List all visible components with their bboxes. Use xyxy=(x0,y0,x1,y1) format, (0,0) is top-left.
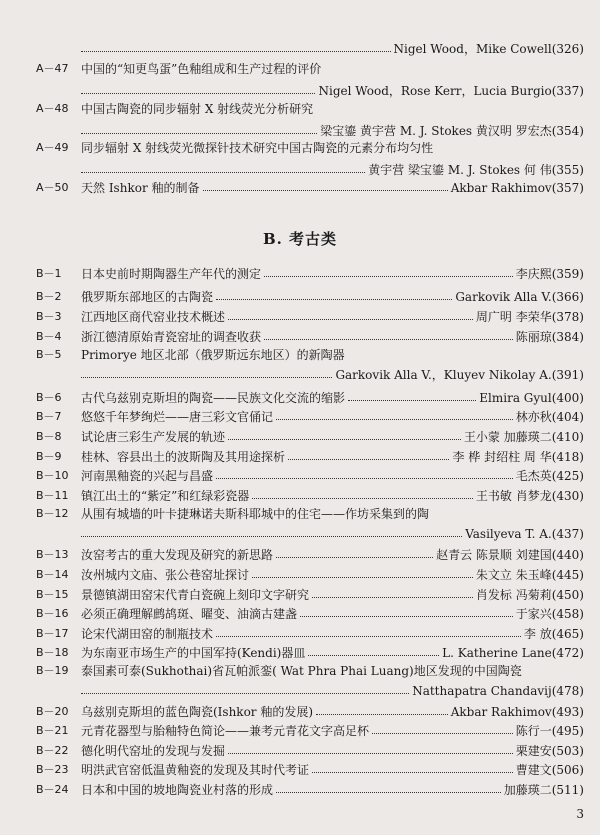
dot-leader xyxy=(276,792,501,793)
entry-title: 必须正确理解鹧鸪斑、曜变、油滴古建盏 xyxy=(81,607,298,621)
toc-entry xyxy=(36,724,584,738)
toc-entry xyxy=(36,588,584,602)
toc-entry xyxy=(36,763,584,777)
entry-authors: Nigel Wood，Mike Cowell xyxy=(393,42,552,56)
dot-leader xyxy=(308,655,439,656)
entry-page: (506) xyxy=(551,763,584,777)
dot-leader xyxy=(348,400,476,401)
toc-entry xyxy=(36,141,584,177)
entry-title: 德化明代窑址的发现与发掘 xyxy=(81,744,226,758)
entry-code: B－9 xyxy=(36,450,62,463)
dot-leader xyxy=(276,419,513,420)
dot-leader xyxy=(276,557,433,558)
entry-authors: 周广明 李荣华 xyxy=(475,310,552,324)
entry-page: (400) xyxy=(551,391,584,405)
entry-title: 悠悠千年梦绚烂——唐三彩文官俑记 xyxy=(81,410,274,424)
entry-authors: Natthapatra Chandavij xyxy=(412,684,552,698)
entry-page: (404) xyxy=(551,410,584,424)
entry-authors: 李 桦 封绍柱 周 华 xyxy=(452,450,552,464)
dot-leader xyxy=(312,772,513,773)
entry-title: 天然 Ishkor 釉的制备 xyxy=(81,181,200,195)
entry-authors: Garkovik Alla V. xyxy=(455,290,552,304)
entry-title: 从围有城墙的叶卡捷琳诺夫斯科耶城中的住宅——作坊采集到的陶 xyxy=(81,507,430,521)
dot-leader xyxy=(81,536,462,537)
entry-title: 桂林、容县出土的波斯陶及其用途探析 xyxy=(81,450,286,464)
entry-code: B－13 xyxy=(36,548,69,561)
section-title: B. 考古类 xyxy=(262,230,338,248)
dot-leader xyxy=(228,439,461,440)
entry-page: (493) xyxy=(551,705,584,719)
dot-leader xyxy=(288,459,449,460)
entry-page: (465) xyxy=(551,627,584,641)
toc-entry xyxy=(36,181,584,195)
entry-page: (458) xyxy=(551,607,584,621)
entry-code: A－47 xyxy=(36,62,69,75)
entry-page: (450) xyxy=(551,588,584,602)
toc-entry xyxy=(36,646,584,660)
entry-code: B－14 xyxy=(36,568,69,581)
entry-authors: 加藤瑛二 xyxy=(503,783,552,797)
entry-title: 日本史前时期陶器生产年代的测定 xyxy=(81,267,262,281)
entry-page: (418) xyxy=(551,450,584,464)
toc-entry xyxy=(36,102,584,138)
entry-page: (511) xyxy=(551,783,584,797)
entry-code: B－21 xyxy=(36,724,69,737)
entry-title: 河南黑釉瓷的兴起与昌盛 xyxy=(81,469,214,483)
toc-entry xyxy=(36,705,584,719)
entry-page: (359) xyxy=(551,267,584,281)
entry-authors: 李 放 xyxy=(523,627,552,641)
entry-title: 试论唐三彩生产发展的轨迹 xyxy=(81,430,226,444)
entry-code: B－10 xyxy=(36,469,69,482)
dot-leader xyxy=(81,93,315,94)
entry-page: (495) xyxy=(551,724,584,738)
entry-authors: Nigel Wood，Rose Kerr，Lucia Burgio xyxy=(318,84,552,98)
dot-leader xyxy=(81,693,409,694)
entry-page: (445) xyxy=(551,568,584,582)
entry-authors: 毛杰英 xyxy=(515,469,552,483)
toc-entry xyxy=(36,744,584,758)
entry-authors: Elmira Gyul xyxy=(479,391,552,405)
dot-leader xyxy=(252,498,473,499)
dot-leader xyxy=(312,597,473,598)
entry-code: A－49 xyxy=(36,141,69,154)
entry-title: Primorye 地区北部（俄罗斯远东地区）的新陶器 xyxy=(81,348,345,362)
entry-title: 明洪武官窑低温黄釉瓷的发现及其时代考证 xyxy=(81,763,310,777)
toc-entry xyxy=(36,290,584,304)
dot-leader xyxy=(81,377,332,378)
entry-authors: Garkovik Alla V.，Kluyev Nikolay A. xyxy=(335,368,552,382)
entry-authors: 王书敏 肖梦龙 xyxy=(475,489,552,503)
entry-authors: 陈行一 xyxy=(515,724,552,738)
dot-leader xyxy=(81,172,365,173)
entry-page: (354) xyxy=(551,124,584,138)
entry-code: B－3 xyxy=(36,310,62,323)
entry-authors: 王小蒙 加藤瑛二 xyxy=(463,430,552,444)
entry-authors: 肖发标 冯菊莉 xyxy=(475,588,552,602)
entry-code: B－5 xyxy=(36,348,62,361)
toc-entry xyxy=(36,391,584,405)
toc-entry xyxy=(36,627,584,641)
toc-entry xyxy=(36,783,584,797)
entry-page: (478) xyxy=(551,684,584,698)
entry-code: B－7 xyxy=(36,410,62,423)
entry-title: 汝窑考古的重大发现及研究的新思路 xyxy=(81,548,274,562)
entry-code: A－48 xyxy=(36,102,69,115)
entry-authors: 林亦秋 xyxy=(515,410,552,424)
entry-code: B－19 xyxy=(36,664,69,677)
entry-code: B－16 xyxy=(36,607,69,620)
entry-authors: 朱文立 朱玉峰 xyxy=(475,568,552,582)
entry-code: B－6 xyxy=(36,391,62,404)
entry-code: B－20 xyxy=(36,705,69,718)
entry-authors: Vasilyeva T. A. xyxy=(465,527,552,541)
toc-entry xyxy=(36,62,584,98)
dot-leader xyxy=(300,616,513,617)
entry-page: (384) xyxy=(551,330,584,344)
dot-leader xyxy=(264,339,513,340)
dot-leader xyxy=(228,753,513,754)
toc-entry xyxy=(36,507,584,541)
toc-entry xyxy=(36,489,584,503)
entry-page: (357) xyxy=(551,181,584,195)
dot-leader xyxy=(203,190,448,191)
entry-code: B－8 xyxy=(36,430,62,443)
entry-authors: Akbar Rakhimov xyxy=(450,181,552,195)
entry-code: B－15 xyxy=(36,588,69,601)
entry-authors: Akbar Rakhimov xyxy=(450,705,552,719)
entry-title: 浙江德清原始青瓷窑址的调查收获 xyxy=(81,330,262,344)
entry-title: 俄罗斯东部地区的古陶瓷 xyxy=(81,290,214,304)
entry-code: B－12 xyxy=(36,507,69,520)
entry-title: 汝州城内文庙、张公巷窑址探讨 xyxy=(81,568,250,582)
dot-leader xyxy=(216,299,452,300)
entry-title: 景德镇湖田窑宋代青白瓷碗上刻印文字研究 xyxy=(81,588,310,602)
entry-title: 元青花器型与胎釉特色简论——兼考元青花文字高足杯 xyxy=(81,724,370,738)
entry-authors: 梁宝鎏 黄宇营 M. J. Stokes 黄汉明 罗宏杰 xyxy=(320,124,552,138)
toc-entry xyxy=(36,267,584,281)
toc-entry xyxy=(36,607,584,621)
entry-code: B－2 xyxy=(36,290,62,303)
toc-entry xyxy=(36,348,584,382)
entry-page: (378) xyxy=(551,310,584,324)
entry-title: 镇江出土的“紫定”和红绿彩瓷器 xyxy=(81,489,250,503)
entry-code: B－18 xyxy=(36,646,69,659)
entry-title: 中国古陶瓷的同步辐射 X 射线荧光分析研究 xyxy=(81,102,314,116)
entry-page: (410) xyxy=(551,430,584,444)
entry-page: (326) xyxy=(551,42,584,56)
entry-title: 同步辐射 X 射线荧光微探针技术研究中国古陶瓷的元素分布均匀性 xyxy=(81,141,434,155)
entry-page: (425) xyxy=(551,469,584,483)
entry-page: (437) xyxy=(551,527,584,541)
entry-title: 中国的“知更鸟蛋”色釉组成和生产过程的评价 xyxy=(81,62,322,76)
entry-authors: 栗建安 xyxy=(515,744,552,758)
entry-page: (337) xyxy=(551,84,584,98)
entry-code: B－4 xyxy=(36,330,62,343)
entry-code: B－22 xyxy=(36,744,69,757)
toc-entry xyxy=(36,568,584,582)
entry-code: B－11 xyxy=(36,489,69,502)
entry-authors: 陈丽琼 xyxy=(515,330,552,344)
toc-entry xyxy=(36,310,584,324)
toc-entry xyxy=(36,330,584,344)
dot-leader xyxy=(228,319,473,320)
entry-page: (440) xyxy=(551,548,584,562)
toc-entry xyxy=(36,548,584,562)
entry-authors: 李庆熙 xyxy=(515,267,552,281)
entry-page: (503) xyxy=(551,744,584,758)
entry-title: 为东南亚市场生产的中国军持(Kendi)器皿 xyxy=(81,646,306,660)
dot-leader xyxy=(372,733,513,734)
toc-entry xyxy=(36,410,584,424)
toc-entry xyxy=(36,450,584,464)
entry-title: 古代乌兹别克斯坦的陶瓷——民族文化交流的缩影 xyxy=(81,391,346,405)
entry-title: 论宋代湖田窑的制瓶技术 xyxy=(81,627,214,641)
dot-leader xyxy=(216,636,521,637)
entry-code: B－17 xyxy=(36,627,69,640)
entry-authors: L. Katherine Lane xyxy=(442,646,552,660)
entry-page: (355) xyxy=(551,163,584,177)
entry-authors: 赵青云 陈景顺 刘建国 xyxy=(436,548,552,562)
entry-code: B－24 xyxy=(36,783,69,796)
entry-code: A－50 xyxy=(36,181,69,194)
entry-page: (472) xyxy=(551,646,584,660)
entry-authors: 黄宇营 梁宝鎏 M. J. Stokes 何 伟 xyxy=(368,163,552,177)
entry-code: B－1 xyxy=(36,267,62,280)
entry-page: (430) xyxy=(551,489,584,503)
entry-page: (391) xyxy=(551,368,584,382)
entry-title: 泰国素可泰(Sukhothai)省瓦帕派銮( Wat Phra Phai Luang)地区发现的中国陶瓷 xyxy=(81,664,522,678)
dot-leader xyxy=(81,51,391,52)
toc-entry-continued xyxy=(36,42,584,56)
dot-leader xyxy=(81,133,317,134)
dot-leader xyxy=(216,478,513,479)
entry-title: 日本和中国的坡地陶瓷业村落的形成 xyxy=(81,783,274,797)
entry-title: 乌兹别克斯坦的蓝色陶瓷(Ishkor 釉的发展) xyxy=(81,705,314,719)
entry-code: B－23 xyxy=(36,763,69,776)
entry-page: (366) xyxy=(551,290,584,304)
dot-leader xyxy=(264,276,513,277)
toc-entry xyxy=(36,469,584,483)
toc-entry xyxy=(36,664,584,698)
dot-leader xyxy=(316,714,448,715)
dot-leader xyxy=(252,577,473,578)
toc-entry xyxy=(36,430,584,444)
entry-authors: 曹建文 xyxy=(515,763,552,777)
entry-title: 江西地区商代窑业技术概述 xyxy=(81,310,226,324)
entry-authors: 于家兴 xyxy=(515,607,552,621)
page-number: 3 xyxy=(576,807,584,821)
